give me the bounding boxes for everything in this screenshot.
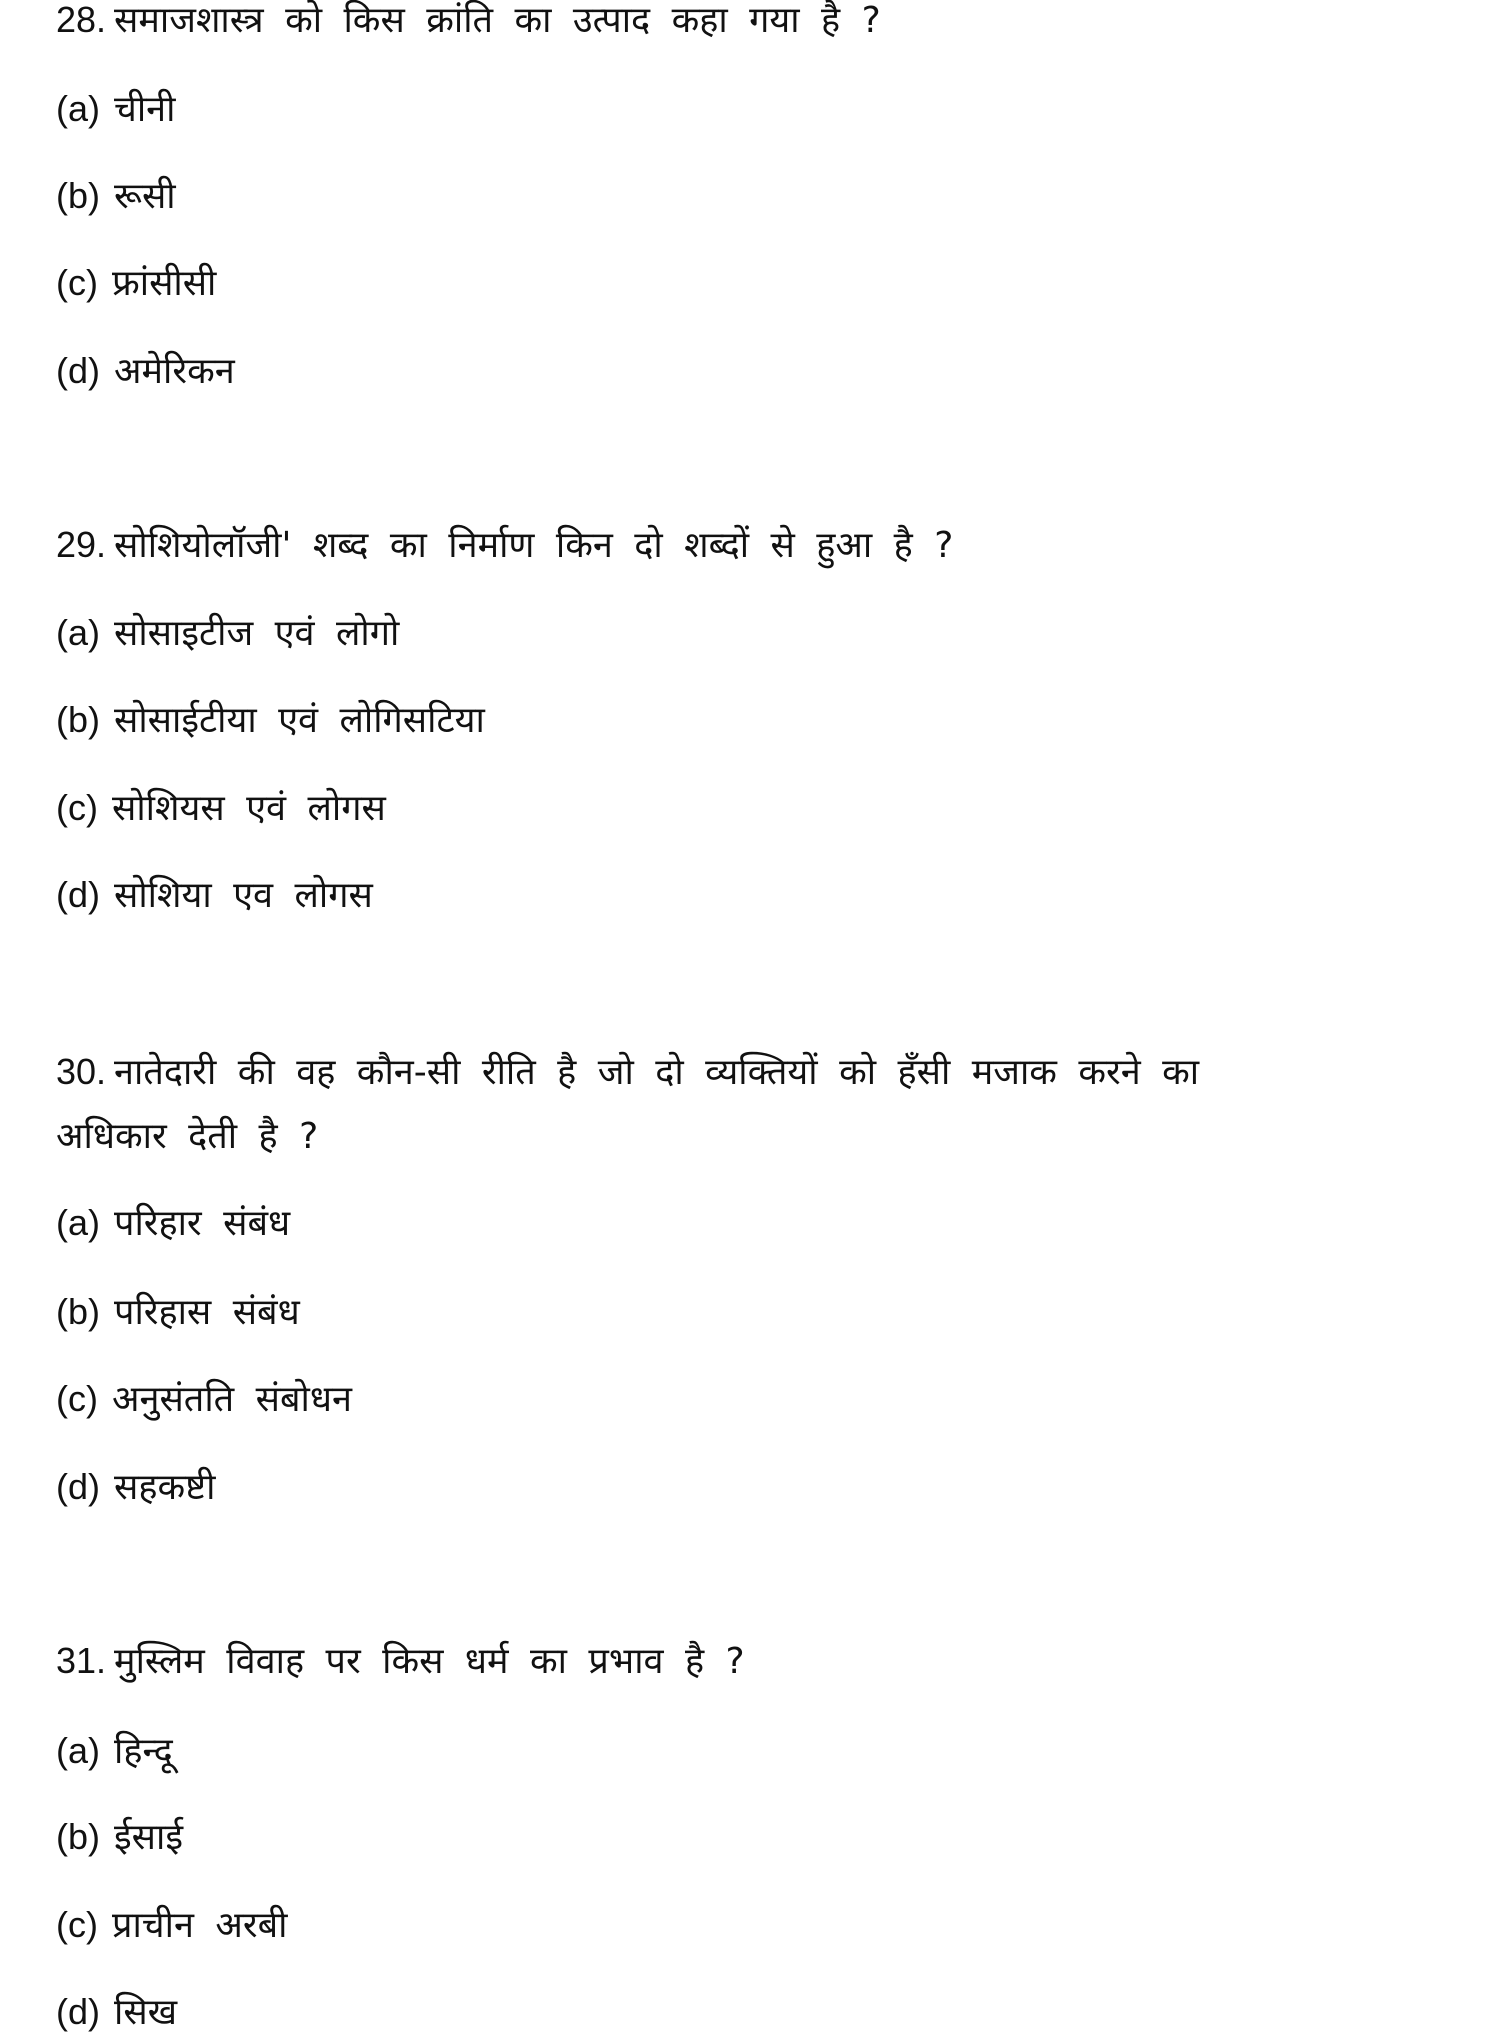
question-29 xyxy=(56,519,953,571)
option-label: (a) xyxy=(56,612,100,653)
question-28 xyxy=(56,0,881,46)
option-29-a xyxy=(56,607,399,659)
option-31-a xyxy=(56,1725,173,1777)
option-28-b xyxy=(56,170,176,222)
option-label: (b) xyxy=(56,1291,100,1332)
question-30 xyxy=(56,1046,1199,1098)
option-30-a xyxy=(56,1197,290,1249)
option-text: सोशियस एवं लोगस xyxy=(111,788,386,829)
option-label: (a) xyxy=(56,1730,100,1771)
option-text: प्राचीन अरबी xyxy=(111,1905,288,1946)
question-number: 30. xyxy=(56,1051,107,1092)
option-29-b xyxy=(56,694,485,746)
option-label: (a) xyxy=(56,1202,100,1243)
option-text: सोसाईटीया एवं लोगिसटिया xyxy=(114,700,485,741)
option-label: (c) xyxy=(56,262,98,303)
option-label: (d) xyxy=(56,1466,100,1507)
option-29-d xyxy=(56,869,373,921)
option-text: फ्रांसीसी xyxy=(111,263,217,304)
option-text: हिन्दू xyxy=(114,1731,173,1772)
option-label: (c) xyxy=(56,1904,98,1945)
question-number: 29. xyxy=(56,524,107,565)
question-text: नातेदारी की वह कौन-सी रीति है जो दो व्यक्तियों को हँसी मजाक करने का xyxy=(114,1052,1200,1093)
option-31-c xyxy=(56,1899,288,1951)
option-28-d xyxy=(56,345,235,397)
question-30-continued xyxy=(56,1111,318,1163)
option-30-b xyxy=(56,1286,300,1338)
option-28-a xyxy=(56,83,176,135)
option-text: परिहास संबंध xyxy=(114,1292,300,1333)
option-label: (b) xyxy=(56,175,100,216)
option-30-d xyxy=(56,1461,215,1513)
option-31-d xyxy=(56,1986,177,2038)
option-text: अनुसंतति संबोधन xyxy=(111,1379,352,1420)
question-number: 28. xyxy=(56,0,107,40)
option-label: (b) xyxy=(56,1816,100,1857)
question-text: समाजशास्त्र को किस क्रांति का उत्पाद कहा गया है ? xyxy=(114,0,881,41)
question-number: 31. xyxy=(56,1640,107,1681)
question-31 xyxy=(56,1635,745,1687)
option-label: (d) xyxy=(56,1991,100,2032)
question-text: मुस्लिम विवाह पर किस धर्म का प्रभाव है ? xyxy=(114,1641,745,1682)
option-label: (d) xyxy=(56,874,100,915)
option-29-c xyxy=(56,782,386,834)
option-text: सोसाइटीज एवं लोगो xyxy=(114,613,400,654)
option-text: सिख xyxy=(114,1992,178,2033)
option-text: ईसाई xyxy=(114,1817,184,1858)
option-label: (b) xyxy=(56,699,100,740)
option-label: (c) xyxy=(56,1378,98,1419)
option-label: (d) xyxy=(56,350,100,391)
option-30-c xyxy=(56,1373,352,1425)
option-text: अमेरिकन xyxy=(114,351,235,392)
question-text: सोशियोलॉजी' शब्द का निर्माण किन दो शब्दों से हुआ है ? xyxy=(114,525,954,566)
option-text: चीनी xyxy=(114,89,176,130)
option-text: परिहार संबंध xyxy=(114,1203,291,1244)
question-text: अधिकार देती है ? xyxy=(56,1116,319,1157)
option-text: सहकष्टी xyxy=(114,1467,216,1508)
option-label: (a) xyxy=(56,88,100,129)
option-text: रूसी xyxy=(114,176,176,217)
option-28-c xyxy=(56,257,216,309)
option-label: (c) xyxy=(56,787,98,828)
option-31-b xyxy=(56,1811,183,1863)
option-text: सोशिया एव लोगस xyxy=(114,875,373,916)
